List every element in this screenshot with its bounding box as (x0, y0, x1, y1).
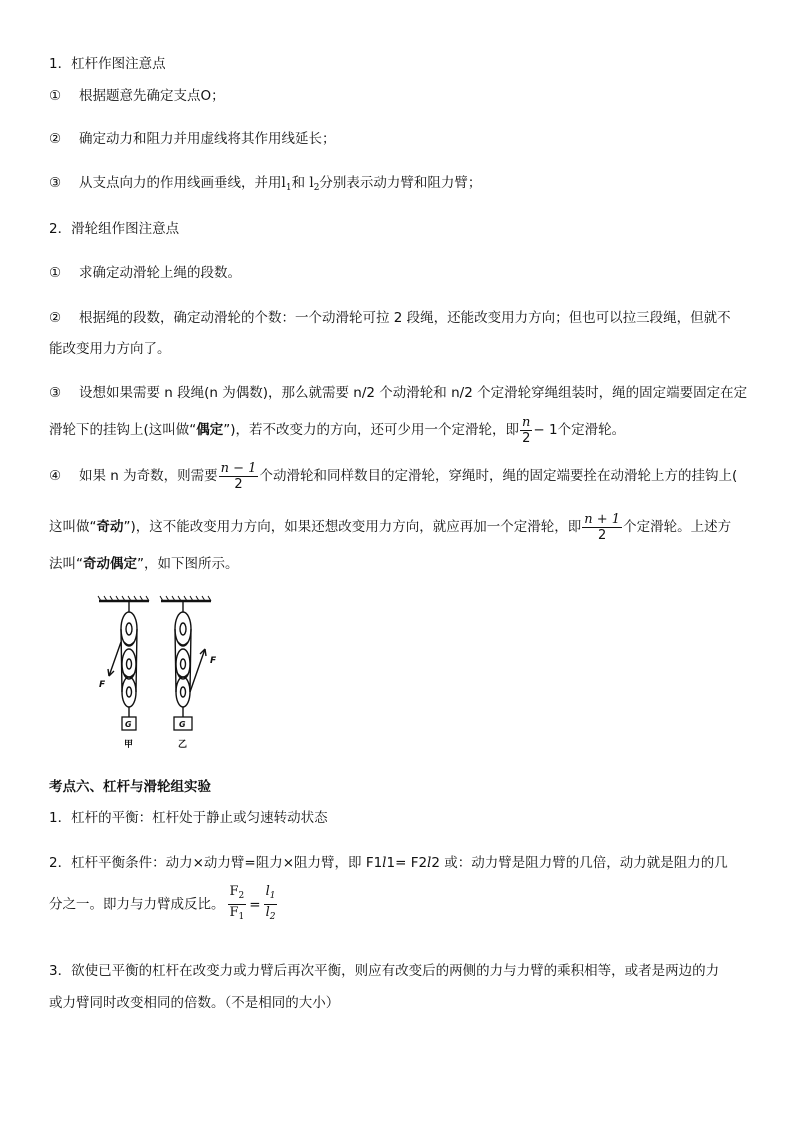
point-text: 这叫做“ (49, 519, 97, 535)
symbol-l: l (309, 175, 314, 191)
numerator (264, 884, 278, 905)
numerator: n + 1 (584, 511, 621, 527)
lever-point-3 (49, 174, 481, 197)
experiment-point-2-line2 (49, 884, 278, 925)
pulley-system-right (174, 601, 205, 730)
pulley-point-3-line1 (49, 384, 747, 402)
section-title-pulley: 2．滑轮组作图注意点 (49, 221, 180, 237)
symbol-l: l (265, 905, 270, 920)
force-label-left: F (99, 680, 106, 690)
symbol-l: l (382, 855, 387, 871)
point-text: 求确定动滑轮上绳的段数。 (79, 265, 241, 281)
formula-f2-over-f1 (228, 884, 247, 925)
experiment-point-3-line1: 3．欲使已平衡的杠杆在改变力或力臂后再次平衡，则应有改变后的两侧的力与力臂的乘积相等，或者是两边的力 (49, 963, 720, 979)
section-heading-experiment: 考点六、杠杆与滑轮组实验 (49, 779, 211, 795)
subscript: 2 (313, 183, 320, 193)
ceiling-left (98, 596, 149, 601)
numerator: n − 1 (220, 460, 257, 476)
pulley-point-4-line2 (49, 511, 731, 543)
point-text: 个动滑轮和同样数目的定滑轮，穿绳时，绳的固定端要拴在动滑轮上方的挂钩上( (259, 468, 738, 484)
subscript: 1 (269, 891, 276, 901)
circled-number: ② (49, 310, 62, 326)
numerator (228, 884, 247, 905)
weight-label-right: G (179, 720, 186, 729)
pulley-point-2-line2: 能改变用力方向了。 (49, 341, 171, 357)
point-text: 根据题意先确定支点O； (79, 88, 225, 104)
denominator: 2 (522, 430, 531, 446)
ceiling-right (160, 596, 211, 601)
point-text: 设想如果需要 n 段绳(n 为偶数)，那么就需要 n/2 个动滑轮和 n/2 个定滑轮穿绳组装时，绳的固定端要固定在定 (79, 385, 748, 401)
experiment-point-3-line2: 或力臂同时改变相同的倍数。（不是相同的大小） (49, 995, 340, 1011)
caption-left: 甲 (124, 740, 134, 750)
subscript: 2 (238, 891, 245, 901)
point-text: 确定动力和阻力并用虚线将其作用线延长； (79, 131, 336, 147)
circled-number: ① (49, 88, 62, 104)
weight-label-left: G (125, 720, 132, 729)
pulley-point-4-line1 (49, 460, 737, 492)
point-text: 分别表示动力臂和阻力臂； (319, 175, 482, 191)
equals-sign: = (249, 896, 261, 913)
experiment-point-2-line1 (49, 854, 728, 872)
circled-number: ① (49, 265, 62, 281)
experiment-point-1: 1．杠杆的平衡：杠杆处于静止或匀速转动状态 (49, 810, 328, 826)
denominator (264, 905, 278, 925)
force-label-right: F (210, 656, 217, 666)
keyword-odd-moving-even-fixed: 奇动偶定 (83, 556, 137, 572)
point-text: 1= F2 (386, 855, 428, 871)
point-text: 分之一。即力与力臂成反比。 (49, 896, 225, 913)
fraction-n-plus-1-over-2 (582, 512, 622, 543)
point-text: ”)，若不改变力的方向，还可少用一个定滑轮，即 (223, 422, 520, 438)
pulley-system-left (109, 601, 137, 730)
point-text: 2．杠杆平衡条件：动力×动力臂=阻力×阻力臂，即 F1 (49, 855, 383, 871)
point-text: 和 (291, 175, 306, 191)
point-text: 2 或：动力臂是阻力臂的几倍，动力就是阻力的几 (431, 855, 728, 871)
point-text: − 1个定滑轮。 (533, 422, 626, 438)
circled-number: ③ (49, 175, 62, 191)
fraction-n-over-2 (520, 415, 532, 446)
fraction-n-minus-1-over-2 (219, 461, 259, 492)
denominator: 2 (598, 527, 607, 543)
subscript: 1 (238, 912, 245, 922)
symbol-f: F (229, 884, 239, 899)
symbol-l: l (427, 855, 432, 871)
symbol-l1 (282, 175, 292, 191)
pulley-point-2-line1 (49, 309, 731, 327)
point-text: 如果 n 为奇数，则需要 (79, 468, 218, 484)
circled-number: ④ (49, 468, 62, 484)
symbol-l: l (265, 884, 270, 899)
point-text: 从支点向力的作用线画垂线，并用 (79, 175, 282, 191)
point-text: ”，如下图所示。 (137, 556, 239, 572)
pulley-system-figure (95, 594, 225, 754)
numerator: n (522, 414, 531, 430)
formula-l1-over-l2 (264, 884, 278, 925)
pulley-point-4-line3 (49, 555, 239, 573)
symbol-l: l (281, 175, 286, 191)
pulley-point-1 (49, 264, 241, 282)
keyword-even-fixed: 偶定 (196, 422, 224, 438)
caption-right: 乙 (178, 740, 188, 750)
lever-point-1 (49, 87, 225, 105)
denominator: 2 (234, 476, 243, 492)
point-text: 滑轮下的挂钩上(这叫做“ (49, 422, 197, 438)
point-text: 法叫“ (49, 556, 83, 572)
subscript: 1 (285, 183, 292, 193)
circled-number: ③ (49, 385, 62, 401)
denominator (228, 905, 247, 925)
pulley-point-3-line2 (49, 414, 625, 446)
circled-number: ② (49, 131, 62, 147)
point-text: 个定滑轮。上述方 (623, 519, 732, 535)
point-text: ”)，这不能改变用力方向，如果还想改变用力方向，就应再加一个定滑轮，即 (123, 519, 582, 535)
keyword-odd-moving: 奇动 (96, 519, 124, 535)
point-text: 根据绳的段数，确定动滑轮的个数：一个动滑轮可拉 2 段绳，还能改变用力方向；但也可以拉三段绳，但就不 (79, 310, 731, 326)
subscript: 2 (269, 912, 276, 922)
section-title-lever: 1．杠杆作图注意点 (49, 56, 166, 72)
symbol-f: F (229, 905, 239, 920)
symbol-l2 (309, 175, 319, 191)
lever-point-2 (49, 130, 336, 148)
